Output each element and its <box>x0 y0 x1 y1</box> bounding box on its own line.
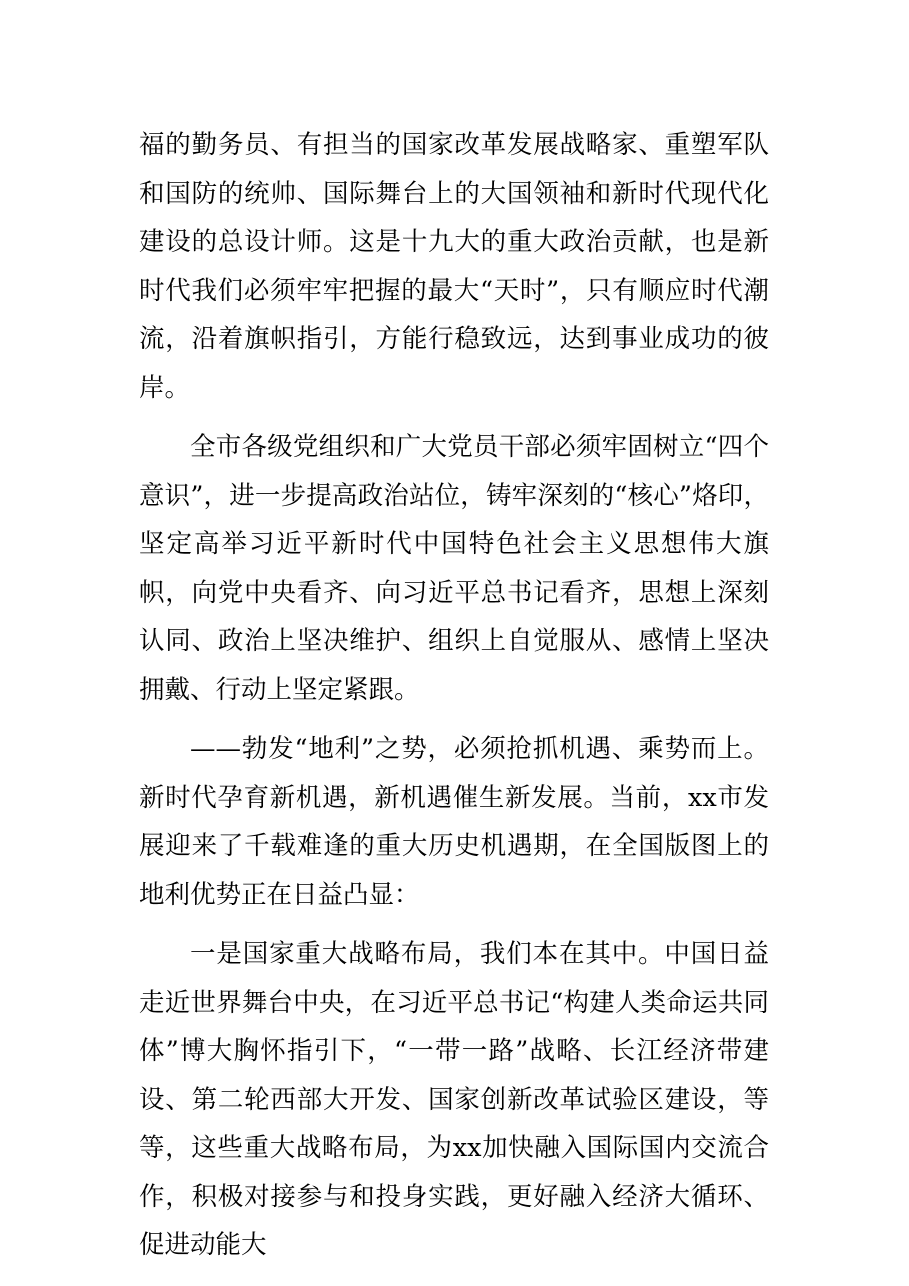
paragraph-2: 全市各级党组织和广大党员干部必须牢固树立“四个意识”，进一步提高政治站位，铸牢深刻的“核心”烙印，坚定高举习近平新时代中国特色社会主义思想伟大旗帜，向党中央看齐、向习近平总书记看齐，思想上深刻认同、政治上坚决维护、组织上自觉服从、感情上坚决拥戴、行动上坚定紧跟。 <box>139 432 769 705</box>
paragraph-4: 一是国家重大战略布局，我们本在其中。中国日益走近世界舞台中央，在习近平总书记“构建人类命运共同体”博大胸怀指引下，“一带一路”战略、长江经济带建设、第二轮西部大开发、国家创新改革试验区建设，等等，这些重大战略布局，为xx加快融入国际国内交流合作，积极对接参与和投身实践，更好融入经济大循环、促进动能大 <box>139 939 769 1260</box>
document-body <box>139 121 769 1270</box>
paragraph-3: ——勃发“地利”之势，必须抢抓机遇、乘势而上。新时代孕育新机遇，新机遇催生新发展。当前，xx市发展迎来了千载难逢的重大历史机遇期，在全国版图上的地利优势正在日益凸显： <box>139 734 769 910</box>
paragraph-1: 福的勤务员、有担当的国家改革发展战略家、重塑军队和国防的统帅、国际舞台上的大国领袖和新时代现代化建设的总设计师。这是十九大的重大政治贡献，也是新时代我们必须牢牢把握的最大“天时”，只有顺应时代潮流，沿着旗帜指引，方能行稳致远，达到事业成功的彼岸。 <box>139 130 769 403</box>
